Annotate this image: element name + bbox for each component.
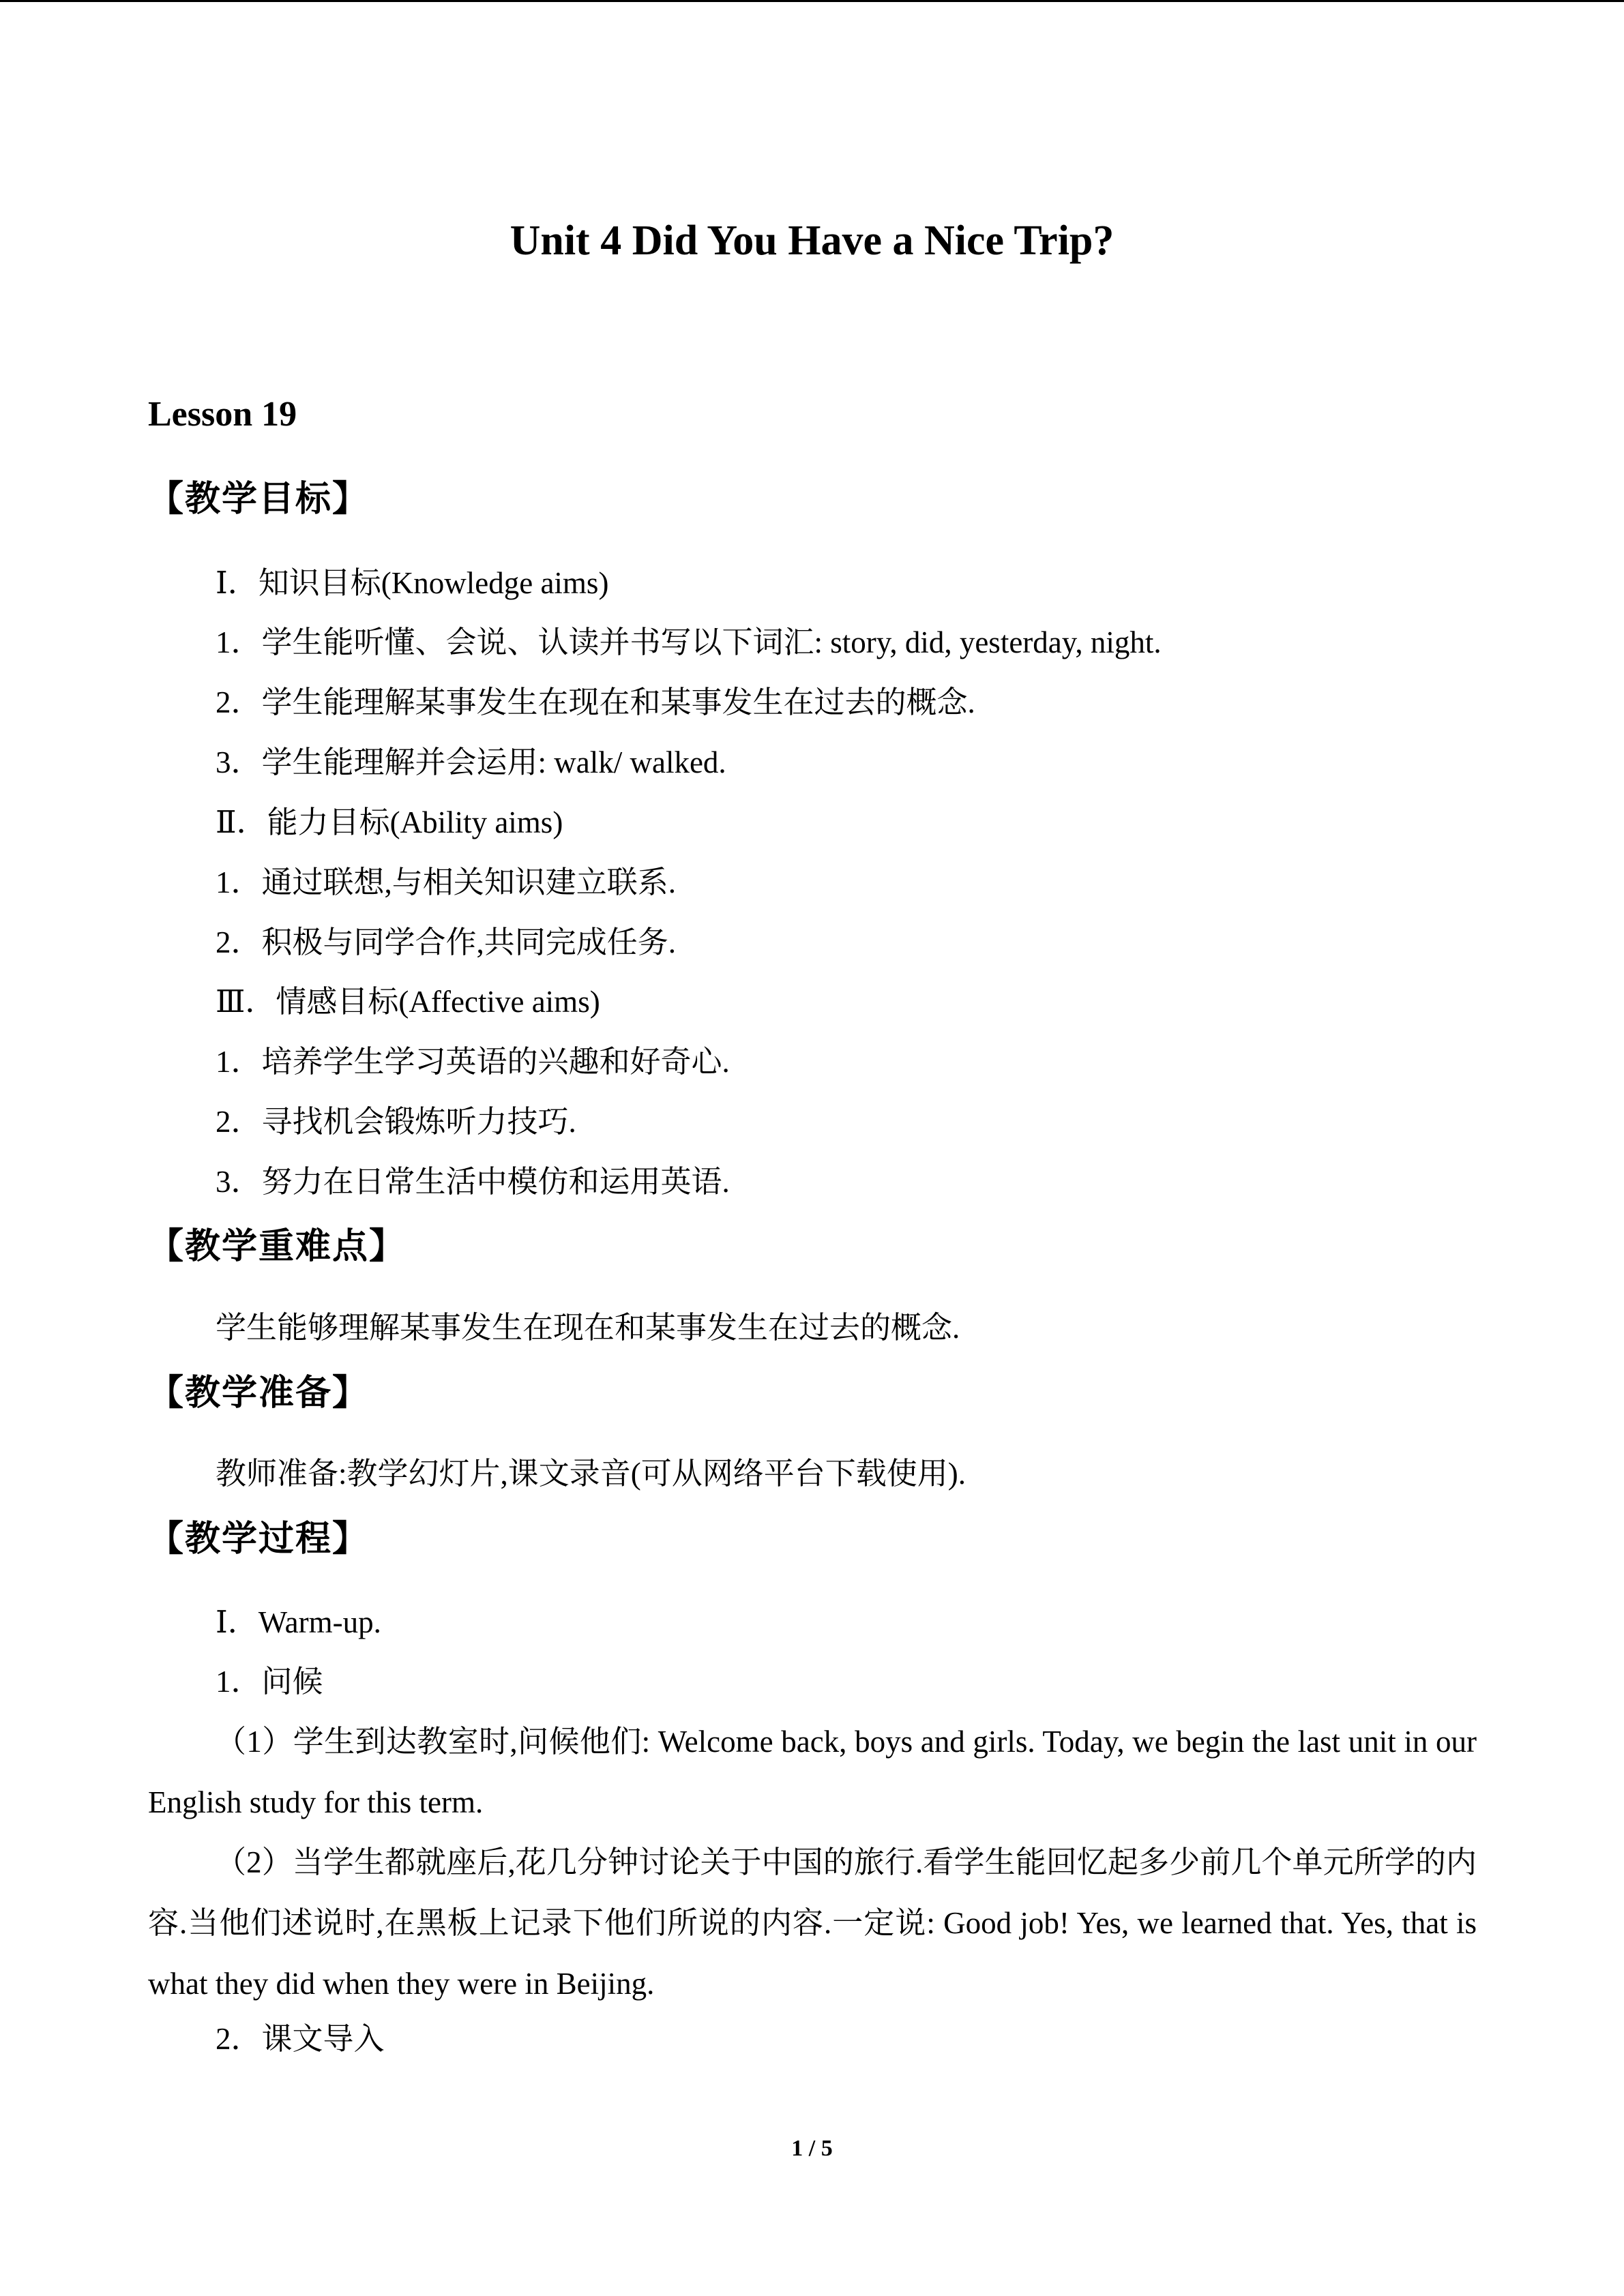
- objective-line: 2．积极与同学合作,共同完成任务.: [216, 925, 677, 959]
- objective-line: 1．培养学生学习英语的兴趣和好奇心.: [216, 1045, 730, 1079]
- objective-line: Ⅰ．知识目标(Knowledge aims): [216, 566, 609, 600]
- page-number: 1 / 5: [791, 2136, 833, 2161]
- objective-line: Ⅱ．能力目标(Ability aims): [216, 805, 563, 839]
- key-points-heading: 【教学重难点】: [148, 1226, 407, 1267]
- key-points-text: 学生能够理解某事发生在现在和某事发生在过去的概念.: [216, 1311, 960, 1345]
- preparation-heading: 【教学准备】: [148, 1373, 370, 1414]
- objective-line: 3．努力在日常生活中模仿和运用英语.: [216, 1165, 730, 1199]
- discussion-paragraph: （2）当学生都就座后,花几分钟讨论关于中国的旅行.看学生能回忆起多少前几个单元所学的内容.当他们述说时,在黑板上记录下他们所说的内容.一定说: Good job! Yes, we learned that. Yes, that is what they did when they were in Beijing.: [148, 1845, 1477, 2001]
- objectives-heading: 【教学目标】: [148, 479, 370, 520]
- step-greeting: 1．问候: [216, 1665, 323, 1699]
- objective-line: Ⅲ．情感目标(Affective aims): [216, 985, 600, 1019]
- page-title: Unit 4 Did You Have a Nice Trip?: [510, 218, 1114, 264]
- preparation-text: 教师准备:教学幻灯片,课文录音(可从网络平台下载使用).: [216, 1457, 966, 1491]
- objective-line: 1．通过联想,与相关知识建立联系.: [216, 865, 677, 899]
- lesson-heading: Lesson 19: [148, 395, 297, 434]
- objective-line: 1．学生能听懂、会说、认读并书写以下词汇: story, did, yesterday, night.: [216, 625, 1162, 659]
- process-heading: 【教学过程】: [148, 1519, 370, 1560]
- objective-line: 2．学生能理解某事发生在现在和某事发生在过去的概念.: [216, 685, 975, 719]
- objective-line: 3．学生能理解并会运用: walk/ walked.: [216, 745, 726, 779]
- objective-line: 2．寻找机会锻炼听力技巧.: [216, 1105, 576, 1139]
- top-border-rule: [0, 0, 1624, 2]
- warmup-line: Ⅰ．Warm-up.: [216, 1605, 381, 1639]
- greeting-paragraph: （1）学生到达教室时,问候他们: Welcome back, boys and girls. Today, we begin the last unit in our English study for this term.: [148, 1725, 1477, 1819]
- step-lead-in: 2．课文导入: [216, 2022, 385, 2056]
